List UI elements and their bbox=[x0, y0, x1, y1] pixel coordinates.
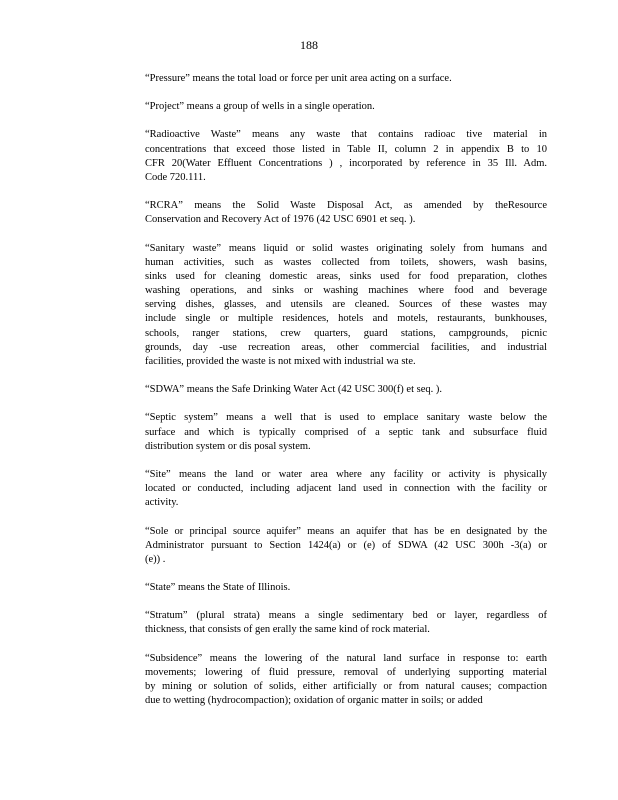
definition-paragraph bbox=[145, 242, 547, 370]
text-line: due to wetting (hydrocompaction); oxidation of organic matter in soils; or added bbox=[145, 695, 483, 707]
text-line: by mining or solution of solids, either artificially or from natural causes; compaction bbox=[145, 681, 547, 692]
text-line: “RCRA” means the Solid Waste Disposal Act, as amended by theResource bbox=[145, 200, 547, 212]
text-line: “Septic system” means a well that is used to emplace sanitary waste below the bbox=[145, 412, 547, 424]
text-line: (e)) . bbox=[145, 553, 166, 565]
definition-paragraph bbox=[145, 652, 547, 709]
definition-paragraph bbox=[145, 128, 547, 185]
text-line: “Sanitary waste” means liquid or solid wastes originating solely from humans and bbox=[145, 242, 547, 254]
text-line: “Site” means the land or water area where any facility or activity is physically bbox=[145, 468, 547, 480]
definition-paragraph bbox=[145, 609, 547, 637]
definition-paragraph bbox=[145, 100, 547, 114]
text-line: located or conducted, including adjacent land used in connection with the facility or bbox=[145, 483, 547, 495]
text-line: include single or multiple residences, hotels and motels, restaurants, bunkhouses, bbox=[145, 313, 547, 325]
text-line: “Stratum” (plural strata) means a single sedimentary bed or layer, regardless of bbox=[145, 610, 547, 622]
definition-paragraph bbox=[145, 383, 547, 397]
text-line: sinks used for cleaning domestic areas, sinks used for food preparation, clothes bbox=[145, 270, 547, 282]
text-line: concentrations that exceed those listed in Table II, column 2 in appendix B to 10 bbox=[145, 143, 547, 155]
text-line: washing operations, and sinks or washing machines where food and beverage bbox=[145, 285, 547, 297]
text-line: “SDWA” means the Safe Drinking Water Act (42 USC 300(f) et seq. ). bbox=[145, 384, 442, 396]
text-line: thickness, that consists of gen erally the same kind of rock material. bbox=[145, 624, 430, 636]
text-line: schools, ranger stations, crew quarters, guard stations, campgrounds, picnic bbox=[145, 327, 547, 339]
text-line: surface and which is typically comprised of a septic tank and subsurface fluid bbox=[145, 426, 547, 438]
definition-paragraph bbox=[145, 525, 547, 568]
text-line: “Radioactive Waste” means any waste that contains radioac tive material in bbox=[145, 129, 547, 141]
text-line: Administrator pursuant to Section 1424(a) or (e) of SDWA (42 USC 300h -3(a) or bbox=[145, 539, 547, 551]
definition-paragraph bbox=[145, 468, 547, 511]
text-line: “Subsidence” means the lowering of the natural land surface in response to: earth bbox=[145, 652, 547, 664]
text-line: human activities, such as wastes collected from toilets, showers, wash basins, bbox=[145, 256, 547, 268]
text-line: “Project” means a group of wells in a single operation. bbox=[145, 101, 375, 113]
definition-paragraph bbox=[145, 199, 547, 227]
text-line: grounds, day -use recreation areas, other commercial facilities, and industrial bbox=[145, 341, 547, 353]
text-line: serving dishes, glasses, and utensils are cleaned. Sources of these wastes may bbox=[145, 299, 547, 311]
text-line: CFR 20(Water Effluent Concentrations ) , incorporated by reference in 35 Ill. Adm. bbox=[145, 157, 547, 169]
text-line: distribution system or dis posal system. bbox=[145, 440, 311, 452]
text-line: “Sole or principal source aquifer” means an aquifer that has be en designated by the bbox=[145, 525, 547, 537]
text-line: movements; lowering of fluid pressure, removal of underlying supporting material bbox=[145, 666, 547, 678]
definition-paragraph bbox=[145, 411, 547, 454]
definition-paragraph bbox=[145, 72, 547, 86]
page-number: 188 bbox=[300, 38, 318, 52]
definition-paragraph bbox=[145, 581, 547, 595]
text-line: “State” means the State of Illinois. bbox=[145, 582, 291, 594]
text-line: Code 720.111. bbox=[145, 171, 206, 183]
text-line: Conservation and Recovery Act of 1976 (42 USC 6901 et seq. ). bbox=[145, 214, 416, 226]
definitions-list bbox=[145, 72, 547, 722]
text-line: “Pressure” means the total load or force per unit area acting on a surface. bbox=[145, 73, 452, 84]
text-line: facilities, provided the waste is not mixed with industrial wa ste. bbox=[145, 356, 416, 367]
text-line: activity. bbox=[145, 497, 179, 509]
